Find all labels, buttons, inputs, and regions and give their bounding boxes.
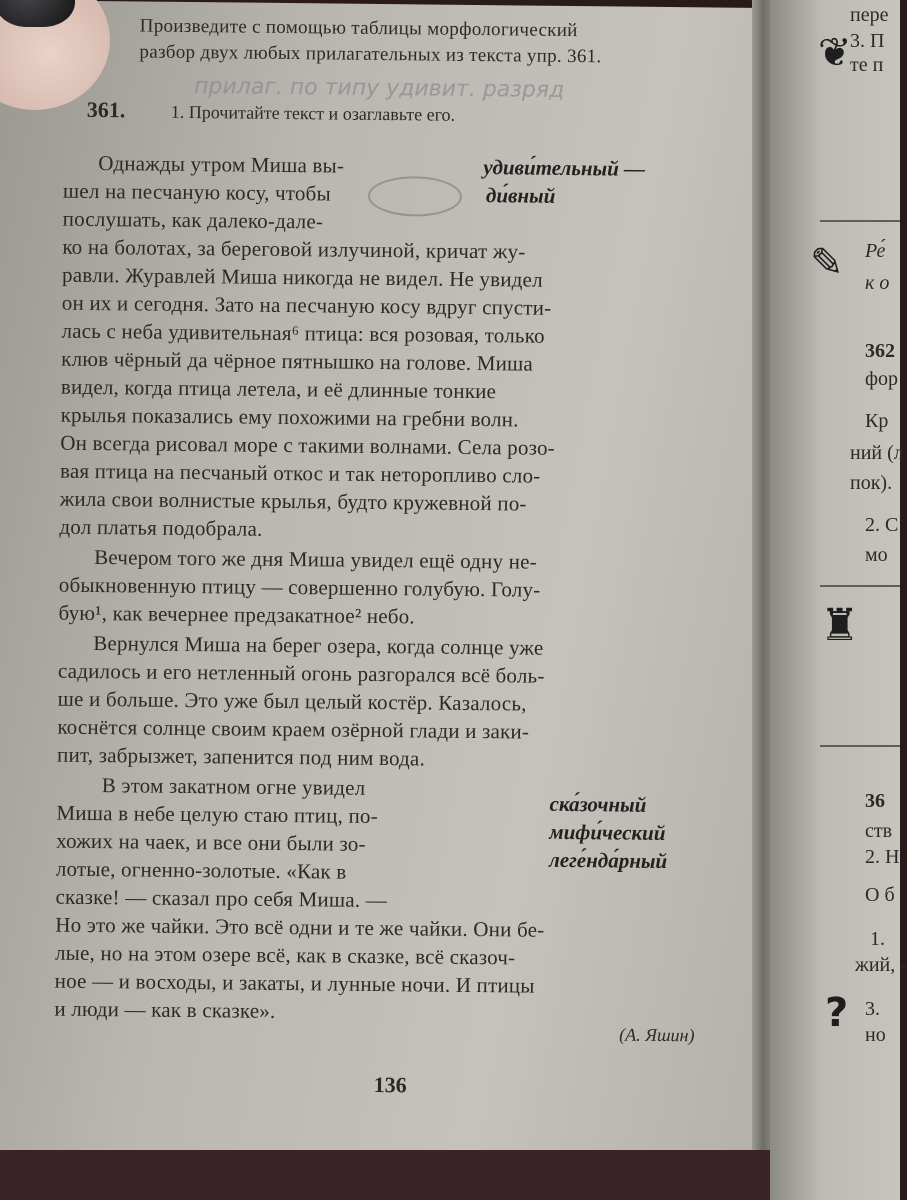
text-line: он их и сегодня. Зато на песчаную косу вдруг спусти- xyxy=(61,290,552,320)
right-text: ний (л xyxy=(850,442,904,464)
text-line: дол платья подобрала. xyxy=(59,514,263,541)
right-text: 2. С xyxy=(865,514,899,536)
text-line: садилось и его нетленный огонь разгорался всё боль- xyxy=(57,658,545,688)
right-text: жий, - xyxy=(855,954,907,976)
text-line: обыкновенную птицу — совершенно голубую. Голу- xyxy=(58,572,541,602)
text-line: пит, забрызжет, запенится под ним вода. xyxy=(56,742,426,771)
pencil-icon: ✎ xyxy=(810,240,844,286)
vocab-word: ска́зочный xyxy=(549,791,647,817)
right-text: те п xyxy=(850,54,884,76)
background-fabric xyxy=(0,1150,770,1200)
text-line: ше и больше. Это уже был целый костёр. Казалось, xyxy=(57,686,527,716)
text-line: жила свои волнистые крылья, будто кружевной по- xyxy=(59,486,527,516)
text-line: Вернулся Миша на берег озера, когда солнце уже xyxy=(93,631,544,660)
right-text: фор xyxy=(865,368,898,390)
vocab-word: мифи́ческий xyxy=(549,819,666,846)
feather-icon: ❦ xyxy=(818,30,852,76)
right-text: 3. xyxy=(865,998,880,1020)
text-line: ное — и восходы, и закаты, и лунные ночи. И птицы xyxy=(54,968,535,998)
top-task-line-2: разбор двух любых прилагательных из текста упр. 361. xyxy=(139,41,602,68)
text-line: лась с неба удивительная⁶ птица: вся розовая, только xyxy=(61,318,545,348)
right-text: 3. П xyxy=(850,30,885,52)
text-line: вая птица на песчаный откос и так неторопливо сло- xyxy=(59,458,541,488)
right-text: к о xyxy=(865,272,890,294)
text-line: Миша в небе целую стаю птиц, по- xyxy=(56,800,378,829)
text-line: бую¹, как вечернее предзакатное² небо. xyxy=(58,600,415,629)
right-text: Ре́ xyxy=(865,240,886,262)
vocab-word: удиви́тельный — xyxy=(483,155,646,181)
text-line: и люди — как в сказке». xyxy=(54,996,276,1023)
text-line: В этом закатном огне увидел xyxy=(101,773,366,800)
text-line: лотые, огненно-золотые. «Как в xyxy=(55,856,347,884)
text-line: видел, когда птица летела, и её длинные тонкие xyxy=(60,374,497,404)
pencil-circle-mark xyxy=(368,176,462,217)
right-text: О б xyxy=(865,884,895,906)
text-line: лые, но на этом озере всё, как в сказке, всё сказоч- xyxy=(54,940,516,970)
vocab-word: леге́нда́рный xyxy=(548,847,668,874)
text-line: крылья показались ему похожими на гребни волн. xyxy=(60,402,519,432)
divider xyxy=(820,220,900,222)
question-icon: ? xyxy=(825,990,849,1036)
text-line: коснётся солнце своим краем озёрной глади и заки- xyxy=(57,714,530,744)
right-text: пере xyxy=(850,4,889,26)
right-text: 1. xyxy=(870,928,885,950)
right-text: Кр xyxy=(865,410,889,432)
right-text: но xyxy=(865,1024,886,1046)
author-signature: (А. Яшин) xyxy=(619,1024,695,1046)
text-line: Он всегда рисовал море с такими волнами. Села розо- xyxy=(60,430,556,460)
exercise-number: 361. xyxy=(86,96,126,123)
text-line: сказке! — сказал про себя Миша. — xyxy=(55,884,388,913)
inkwell-icon: ♜ xyxy=(820,600,860,651)
fingernail xyxy=(0,0,75,27)
right-text: мо xyxy=(865,544,888,566)
right-text: 36 xyxy=(865,790,885,812)
text-line: послушать, как далеко-дале- xyxy=(62,206,324,234)
text-line: равли. Журавлей Миша никогда не видел. Не увидел xyxy=(62,262,543,292)
text-line: ко на болотах, за береговой излучиной, кричат жу- xyxy=(62,234,526,264)
right-text: 362 xyxy=(865,340,895,362)
text-line: шел на песчаную косу, чтобы xyxy=(62,178,331,206)
text-line: хожих на чаек, и все они были зо- xyxy=(56,828,366,856)
page-number: 136 xyxy=(373,1071,407,1098)
text-line: Однажды утром Миша вы- xyxy=(98,151,345,178)
top-task-line-1: Произведите с помощью таблицы морфологический xyxy=(139,15,578,42)
text-line: Вечером того же дня Миша увидел ещё одну не- xyxy=(94,545,538,574)
vocab-word: ди́вный xyxy=(485,183,556,208)
divider xyxy=(820,745,900,747)
right-text: ств xyxy=(865,820,893,842)
right-text: 2. Н xyxy=(865,846,900,868)
right-text: пок). xyxy=(850,472,893,494)
divider xyxy=(820,585,900,587)
pencil-note: прилаг. по типу удивит. разряд xyxy=(193,74,565,103)
exercise-task: 1. Прочитайте текст и озаглавьте его. xyxy=(170,101,456,125)
text-line: Но это же чайки. Это всё одни и те же чайки. Они бе- xyxy=(55,912,545,942)
text-line: клюв чёрный да чёрное пятнышко на голове. Миша xyxy=(61,346,534,376)
right-page xyxy=(770,0,907,1200)
